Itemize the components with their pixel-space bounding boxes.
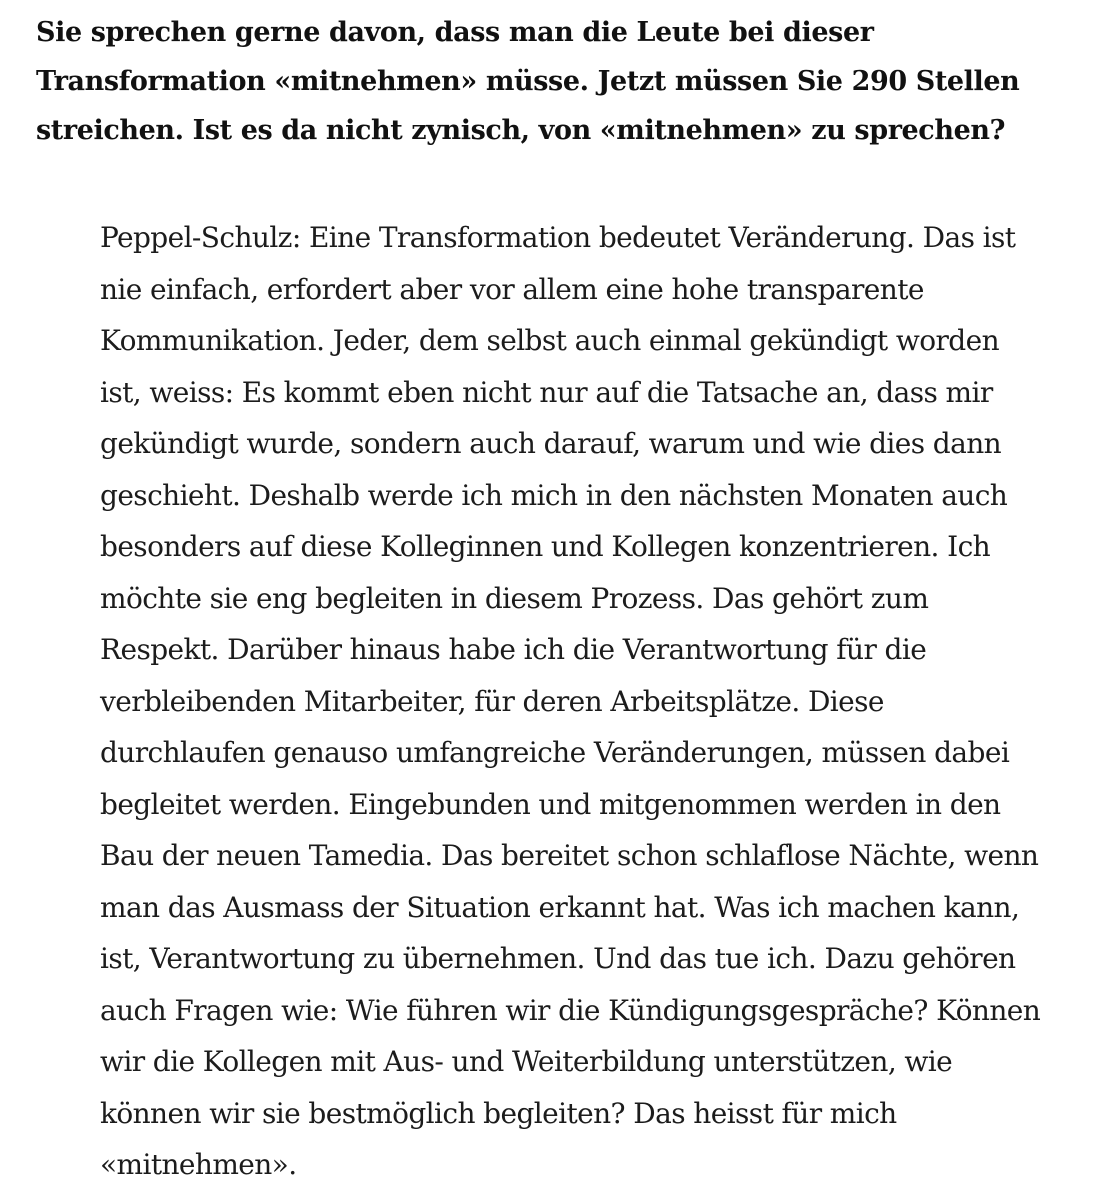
answer-line <box>100 418 1100 470</box>
interview-question <box>36 8 1096 155</box>
answer-text: auch Fragen wie: <box>100 993 346 1027</box>
question-line: Transformation «mitnehmen» müsse. Jetzt müssen Sie 290 Stellen <box>36 66 1020 97</box>
answer-line: Bau der neuen Tamedia. Das bereitet schon schlaflose Nächte, wenn <box>100 839 1039 872</box>
answer-line: ist, Verantwortung zu übernehmen. Und das tue ich. Dazu gehören <box>100 942 1016 975</box>
question-line: streichen. Ist es da nicht zynisch, von «mitnehmen» zu sprechen? <box>36 115 1006 146</box>
highlighted-text: ist, weiss: Es kommt eben nicht nur auf die Tatsache an, dass mir <box>100 375 993 409</box>
highlighted-text: gekündigt wurde, sondern auch darauf, warum und wie dies dann <box>100 427 1002 460</box>
answer-line: besonders auf diese Kolleginnen und Kollegen konzentrieren. Ich <box>100 530 991 563</box>
highlighted-text: bestmöglich begleiten? <box>308 1096 625 1130</box>
answer-text: Können <box>927 993 1041 1027</box>
highlighted-text: geschieht. <box>100 478 241 512</box>
highlighted-text: Kommunikation. <box>100 324 325 357</box>
answer-text: Deshalb werde ich mich in den nächsten Monaten auch <box>240 478 1008 512</box>
answer-line <box>100 315 1100 367</box>
answer-line <box>100 470 1100 522</box>
answer-text: nie einfach, erfordert aber vor allem ein <box>100 272 648 306</box>
question-line: Sie sprechen gerne davon, dass man die Leute bei dieser <box>36 17 874 48</box>
answer-text: können wir sie <box>100 1096 309 1130</box>
answer-line <box>100 367 1100 419</box>
answer-line: Peppel-Schulz: Eine Transformation bedeutet Veränderung. Das ist <box>100 221 1016 254</box>
highlighted-text: eng begleiten in diesem Prozess <box>256 581 696 615</box>
answer-line: Respekt. Darüber hinaus habe ich die Verantwortung für die <box>100 633 927 666</box>
answer-text: Das heisst für mich <box>624 1096 897 1130</box>
answer-line <box>100 1088 1100 1140</box>
answer-line: begleitet werden. Eingebunden und mitgenommen werden in den <box>100 787 1001 821</box>
answer-line: man das Ausmass der Situation erkannt hat. Was ich machen kann, <box>100 890 1020 924</box>
answer-line: «mitnehmen». <box>100 1148 297 1181</box>
answer-line <box>100 264 1100 316</box>
answer-text: möchte sie <box>100 581 257 615</box>
answer-line: wir die Kollegen mit Aus- und Weiterbildung unterstützen, wie <box>100 1045 953 1078</box>
answer-line: verbleibenden Mitarbeiter, für deren Arbeitsplätze. Diese <box>100 684 884 718</box>
answer-line <box>100 985 1100 1037</box>
interview-answer <box>100 212 1100 1191</box>
answer-line: durchlaufen genauso umfangreiche Veränderungen, müssen dabei <box>100 736 1010 769</box>
answer-text: . Das gehört zum <box>695 581 929 615</box>
highlighted-text: Wie führen wir die Kündigungsgespräche? <box>345 993 928 1027</box>
highlighted-text: e hohe transparente <box>647 272 924 306</box>
answer-line <box>100 573 1100 625</box>
answer-text: Jeder, dem selbst auch einmal gekündigt worden <box>324 324 1000 357</box>
